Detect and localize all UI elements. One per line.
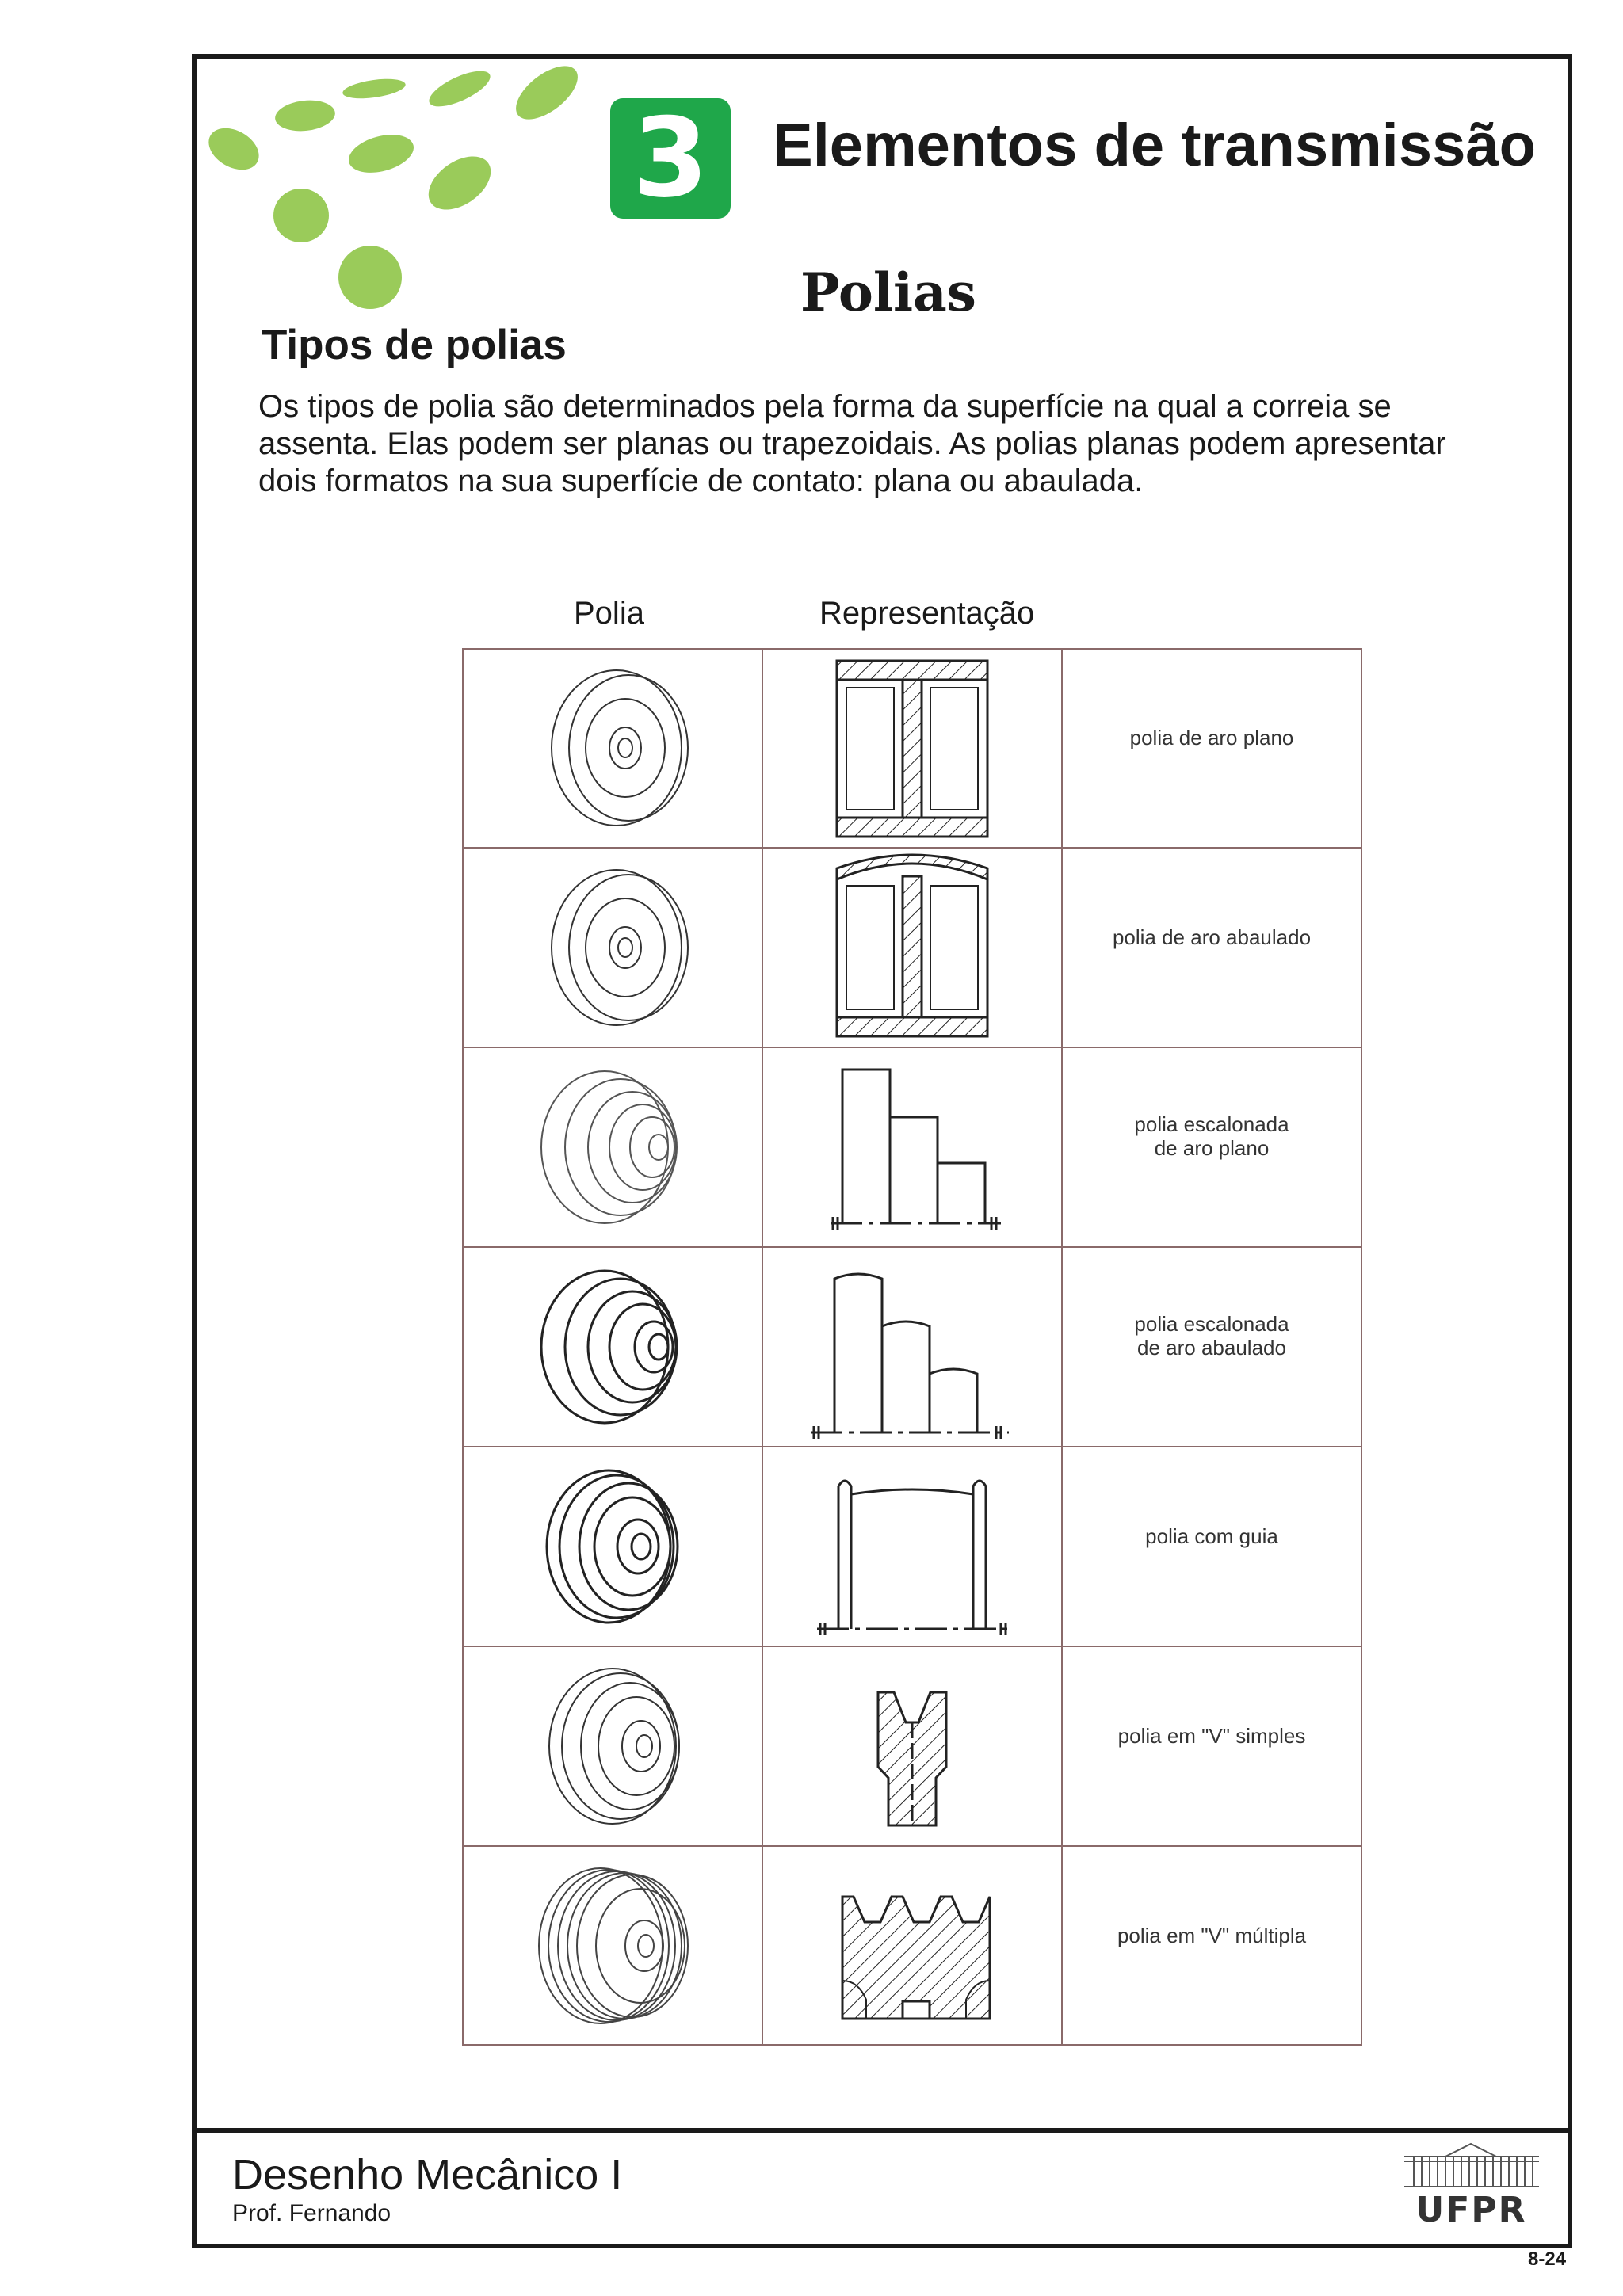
column-header-representacao: Representação xyxy=(819,596,1035,631)
page-number: 8-24 xyxy=(1528,2248,1567,2270)
crowned-rim-section-icon xyxy=(837,855,987,1036)
pulley-types-table xyxy=(462,648,1362,2046)
footer-divider xyxy=(192,2128,1572,2133)
intro-line: dois formatos na sua superfície de contato: plana ou abaulada. xyxy=(258,463,1144,498)
stepped-crowned-section-icon xyxy=(811,1274,1009,1439)
row-label: polia de aro plano xyxy=(1129,726,1294,749)
guided-section-icon xyxy=(817,1481,1013,1635)
intro-line: Os tipos de polia são determinados pela forma da superfície na qual a correia se xyxy=(258,389,1392,424)
professor-name: Prof. Fernando xyxy=(232,2200,391,2226)
multi-v-section-icon xyxy=(842,1897,990,2019)
ufpr-logo: UFPR xyxy=(1415,2190,1527,2230)
section-title: Polias xyxy=(800,261,976,323)
flat-rim-pulley-icon xyxy=(552,670,688,826)
single-v-pulley-icon xyxy=(549,1669,679,1824)
stepped-flat-section-icon xyxy=(831,1070,1001,1230)
row-label: polia em "V" múltipla xyxy=(1117,1924,1307,1947)
row-label: polia em "V" simples xyxy=(1117,1724,1306,1748)
chapter-title: Elementos de transmissão xyxy=(773,112,1537,179)
multi-v-pulley-icon xyxy=(539,1868,688,2023)
intro-paragraph xyxy=(258,388,1542,500)
stepped-crowned-pulley-icon xyxy=(541,1271,677,1423)
intro-line: assenta. Elas podem ser planas ou trapezoidais. As polias planas podem apresentar xyxy=(258,426,1446,461)
flat-rim-section-icon xyxy=(837,661,987,837)
row-label: polia escalonada de aro plano xyxy=(1134,1112,1289,1160)
row-label: polia de aro abaulado xyxy=(1112,925,1312,949)
decorative-dots-icon xyxy=(202,63,590,317)
chapter-number-badge: 3 xyxy=(610,98,731,219)
course-title: Desenho Mecânico I xyxy=(232,2151,623,2199)
stepped-flat-pulley-icon xyxy=(541,1071,677,1223)
single-v-section-icon xyxy=(878,1692,946,1825)
row-label: polia com guia xyxy=(1145,1524,1278,1548)
row-label: polia escalonada de aro abaulado xyxy=(1134,1312,1289,1360)
subsection-title: Tipos de polias xyxy=(262,322,567,368)
column-header-polia: Polia xyxy=(574,596,644,631)
crowned-rim-pulley-icon xyxy=(552,870,688,1025)
guided-pulley-icon xyxy=(547,1470,678,1623)
